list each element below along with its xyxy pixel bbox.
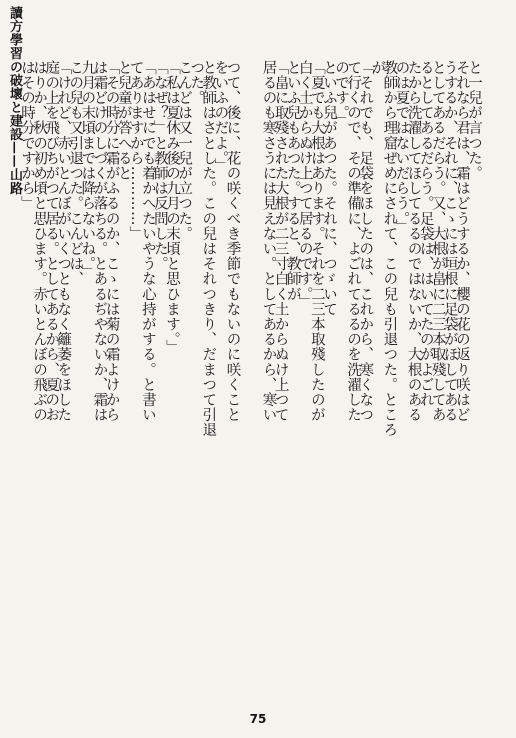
text-column: 九月の末頃までは降らないね。」 (79, 60, 96, 280)
text-column: つて、後に、花の咲くべき季節でもないのに咲くこと (224, 60, 241, 423)
text-column: と兒童が答へると (115, 60, 132, 181)
text-column: て行くので、その準備に、よごれてるるのを洗濯した (345, 60, 362, 423)
text-column: のです。」 (333, 60, 350, 129)
text-column: と一兒が言つた。 (466, 60, 482, 181)
text-column: 「その時分に霜がふるのか、こゝには菊の霜よけから (103, 60, 120, 423)
text-column: 「畠に取殘された大根が二三寸白く土からぬけ上つて (272, 60, 289, 423)
text-column: つた。 (188, 60, 205, 106)
text-column: と教師はさとした。この兒はそれつきり、だまつて引退 (200, 60, 217, 438)
text-column: 「けれど、赤いとんぼがいくつともなく籬萎をほした (55, 60, 72, 423)
text-column: 「私は夏休み後の九月の末頃と思ひます。」 (164, 60, 180, 355)
text-column: るとしてあるだらう。足袋は、はいてたのがよごれ (417, 60, 434, 408)
text-column: としてあるだらう。又、大根が畠に二三本取殘してあ (429, 60, 446, 423)
text-column: 「あはせにでも着かへたいやうな心持がする。と書い (139, 60, 156, 423)
text-column: 居るのも寒さうには見えない。としてあるから、寒い (260, 60, 277, 423)
text-column: 白く土からぬけ上つて居るのです。」 (296, 60, 313, 310)
text-column: てありますから…………」 (127, 60, 144, 242)
text-column: 庭の上を飛びちがつて居る。としてあるから、夏のお (43, 60, 60, 423)
page-number: 75 (249, 712, 267, 726)
text-column: のは夏ではないだらう。」 (393, 60, 410, 234)
running-header: 讀方學習の破壞と建設——山路 (7, 6, 22, 195)
text-column: たから洗濯してほしてるるのではないか、大根のある (405, 60, 422, 423)
text-column: 教師から理窟ぜめにされて、この兒も引退つた。ところ (381, 60, 398, 438)
text-column: 「なぜ？」と教師は反問した。 (151, 60, 168, 272)
text-column: この兒も又引退つた。こんどは、 (67, 60, 84, 287)
text-column: 「夏でも大根はあります。それを二三本取殘したのが (308, 60, 325, 423)
text-column: をいふのだよ。」 (212, 60, 229, 174)
text-column: こんどは又一兒が立つた。 (176, 60, 193, 242)
text-column: それなら君は、霜はどうするか、櫻の花の返り咲はど (453, 60, 470, 423)
text-column: は霜どけのしづくが落ちる。とあるぢやないか、霜は (91, 60, 108, 423)
text-column: といふ兒があつた。それに、つゞいて (321, 60, 337, 317)
text-column: 「それでも、足袋をほしたのは、これから、寒くなつ (357, 60, 374, 423)
text-column: はその時分ですから」 (19, 60, 35, 211)
text-column: が (369, 60, 386, 76)
text-column: うするか、それに、こゝには垣根に足袋がほしてある (441, 60, 458, 423)
text-column: といふ兒もあつた。すると、教師が (284, 60, 301, 302)
text-column: はりか、秋の初め頃と思ひます。赤いとんぼの飛ぶの (31, 60, 48, 423)
